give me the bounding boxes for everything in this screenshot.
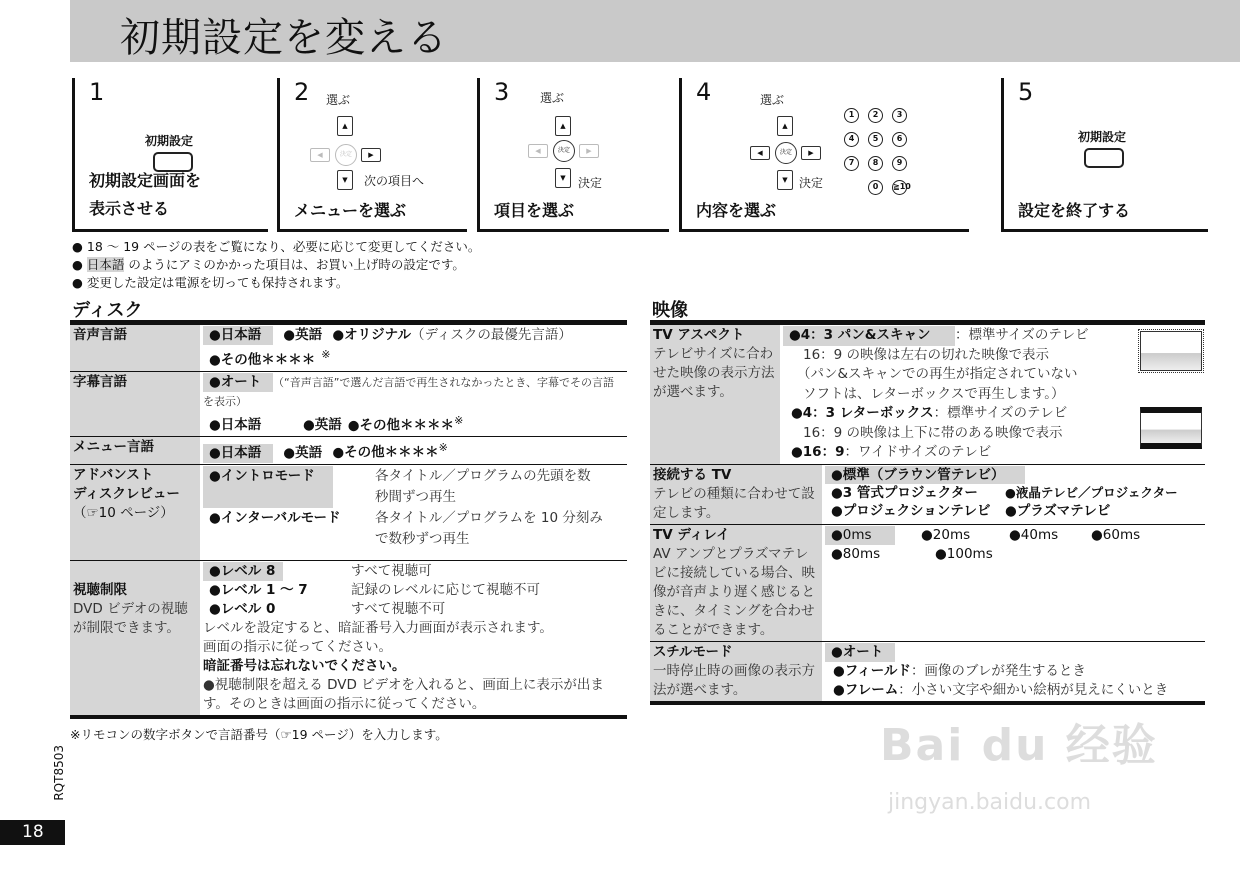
step-number: 1 (89, 78, 105, 106)
option: ●英語 (283, 444, 323, 461)
table-row (70, 323, 627, 372)
option: ●その他＊＊＊＊ (347, 417, 455, 433)
option: ●オリジナル (332, 327, 411, 343)
video-settings-table-2 (650, 465, 1205, 705)
warning-text: 暗証番号は忘れないでください。 (203, 657, 406, 674)
notes (72, 238, 480, 292)
setting-desc: AV アンプとプラズマテレビに接続している場合、映像が音声より遅く感じるときに、タイミングを合わせることができます。 (653, 545, 815, 638)
setting-name: メニュー言語 (73, 439, 154, 455)
setting-name: 視聴制限 (73, 581, 127, 598)
option-desc: ：標準サイズのテレビ (955, 327, 1089, 343)
up-arrow-key-icon: ▲ (555, 116, 571, 136)
watermark-url: jingyan.baidu.com (888, 790, 1092, 815)
number-key-icon: 6 (892, 132, 907, 147)
select-label: 選ぶ (326, 93, 351, 107)
down-arrow-key-icon: ▼ (777, 170, 793, 190)
video-section (650, 320, 1205, 705)
select-label: 選ぶ (760, 93, 785, 107)
step-number: 2 (294, 78, 310, 106)
video-heading: 映像 (652, 300, 688, 321)
option-desc: ソフトは、レターボックスで再生します。） (803, 385, 1065, 402)
disc-section (70, 320, 627, 743)
note: ● 日本語 のようにアミのかかった項目は、お買い上げ時の設定です。 (72, 257, 465, 272)
step-caption: 表示させる (89, 199, 170, 218)
confirm-label: 決定 (799, 176, 824, 190)
option-desc (375, 466, 624, 508)
table-row (650, 641, 1205, 703)
note: ● 変更した設定は電源を切っても保持されます。 (72, 275, 349, 290)
down-arrow-key-icon: ▼ (337, 170, 353, 190)
option-desc: 16：9 の映像は上下に帯のある映像で表示 (803, 424, 1063, 441)
page-number: 18 (0, 820, 65, 845)
table-row (70, 437, 627, 465)
option: ●インターバルモード (209, 509, 341, 526)
setting-desc: テレビサイズに合わせた映像の表示方法が選べます。 (653, 346, 775, 400)
watermark-logo: Bai du 经验 (880, 720, 1158, 771)
table-row (650, 323, 1205, 465)
confirm-label: 決定 (578, 176, 603, 190)
option-default: ●標準（ブラウン管テレビ） (825, 466, 1025, 484)
option: ●80ms (831, 545, 881, 562)
right-arrow-key-icon: ▶ (801, 146, 821, 160)
setup-button-icon (1084, 148, 1124, 168)
table-row (70, 560, 627, 717)
option-desc: ：小さい文字や細かい絵柄が見えにくいとき (898, 681, 1169, 698)
up-arrow-key-icon: ▲ (777, 116, 793, 136)
step-2 (277, 78, 467, 232)
setting-name: ディスクレビュー (73, 485, 180, 502)
disc-settings-table (70, 320, 627, 719)
right-arrow-key-icon: ▶ (579, 144, 599, 158)
option: ●その他＊＊＊＊ (332, 444, 439, 461)
option: ●プロジェクションテレビ (831, 502, 991, 519)
setting-name: アドバンスト (73, 466, 154, 483)
option-default: ●レベル 8 (203, 562, 283, 581)
option-desc: ：画像のブレが発生するとき (910, 662, 1086, 679)
option: ●4：3 レターボックス (791, 405, 934, 421)
setting-name: 接続する TV (653, 466, 732, 483)
ok-key-icon: 決定 (775, 142, 797, 164)
video-settings-table (650, 320, 1205, 465)
desc-line: 各タイトル／プログラムを 10 分刻み (375, 509, 603, 526)
step-number: 4 (696, 78, 712, 106)
setting-desc: 一時停止時の画像の表示方法が選べます。 (653, 662, 815, 698)
number-key-icon: 0 (868, 180, 883, 195)
page-ref: （☞10 ページ） (73, 504, 174, 521)
pan-scan-illustration (1140, 331, 1202, 371)
number-key-icon: 8 (868, 156, 883, 171)
letterbox-illustration (1140, 407, 1202, 449)
setting-desc: テレビの種類に合わせて設定します。 (653, 485, 815, 521)
option: ●40ms (1009, 526, 1059, 543)
info-text: 画面の指示に従ってください。 (203, 638, 392, 655)
step-1 (72, 78, 268, 232)
disc-heading: ディスク (72, 300, 143, 321)
number-key-icon: ≧10 (892, 180, 907, 195)
setting-name: 音声言語 (73, 327, 127, 343)
option: ●日本語 (209, 417, 262, 433)
footnote-mark: ※ (321, 348, 331, 361)
option-desc: ：標準サイズのテレビ (933, 405, 1068, 421)
note-text: のようにアミのかかった項目は、お買い上げ時の設定です。 (128, 257, 465, 272)
step-caption: 内容を選ぶ (696, 201, 777, 220)
table-row (70, 464, 627, 560)
footnote: ※リモコンの数字ボタンで言語番号（☞19 ページ）を入力します。 (70, 726, 448, 742)
step-caption: 設定を終了する (1018, 201, 1131, 220)
step-4 (679, 78, 969, 232)
default-sample: 日本語 (86, 257, 125, 272)
option-desc: ：ワイドサイズのテレビ (844, 444, 992, 460)
option-desc: （パン&スキャンでの再生が指定されていない (797, 366, 1078, 382)
step-caption: 項目を選ぶ (494, 201, 575, 220)
option: ●プラズマテレビ (1005, 502, 1111, 519)
option: ●60ms (1091, 526, 1141, 543)
step-number: 5 (1018, 78, 1034, 106)
option-default: ●オート (203, 373, 273, 392)
number-key-icon: 5 (868, 132, 883, 147)
setting-name: スチルモード (653, 643, 733, 660)
step-caption: メニューを選ぶ (294, 201, 407, 220)
number-key-icon: 1 (844, 108, 859, 123)
option: ●その他＊＊＊＊ (209, 351, 316, 368)
footnote-mark: ※ (438, 441, 448, 454)
desc-line: 各タイトル／プログラムの先頭を数 (375, 467, 591, 484)
step-caption: 初期設定画面を (89, 171, 202, 190)
option-desc: すべて視聴可 (351, 562, 432, 579)
option: ●レベル 1 ～ 7 (209, 581, 308, 598)
title-bar (70, 0, 1240, 62)
desc-line: 秒間ずつ再生 (375, 488, 456, 505)
left-arrow-key-icon: ◀ (310, 148, 330, 162)
option: ●100ms (935, 545, 993, 562)
setting-name: 字幕言語 (73, 373, 127, 390)
right-arrow-key-icon: ▶ (361, 148, 381, 162)
up-arrow-key-icon: ▲ (337, 116, 353, 136)
left-arrow-key-icon: ◀ (528, 144, 548, 158)
setting-name: TV アスペクト (653, 327, 745, 343)
option-desc: （“音声言語”で選んだ言語で再生されなかったとき、字幕でその言語を表示） (203, 375, 614, 408)
step-5 (1001, 78, 1208, 232)
table-row (70, 371, 627, 437)
model-code: RQT8503 (52, 745, 66, 801)
note: ● 18 ～ 19 ページの表をご覧になり、必要に応じて変更してください。 (72, 239, 481, 254)
info-text: レベルを設定すると、暗証番号入力画面が表示されます。 (203, 619, 553, 636)
setting-desc: DVD ビデオの視聴が制限できます。 (73, 600, 188, 636)
page-title: 初期設定を変える (120, 15, 448, 61)
number-key-icon: 3 (892, 108, 907, 123)
option-default: ●イントロモード (203, 466, 333, 508)
option: ●英語 (283, 327, 323, 343)
option-desc: 16：9 の映像は左右の切れた映像で表示 (803, 346, 1050, 363)
number-key-icon: 7 (844, 156, 859, 171)
step-number: 3 (494, 78, 510, 106)
option: ●16：9 (791, 444, 845, 460)
option-default: ●オート (825, 643, 895, 662)
option: ●フィールド (833, 662, 911, 679)
option-default: ●日本語 (203, 326, 273, 345)
desc-line: で数秒ずつ再生 (375, 530, 470, 547)
table-row (650, 524, 1205, 641)
next-item-label: 次の項目へ (364, 174, 425, 188)
option-default: ●0ms (825, 526, 895, 545)
step-3 (477, 78, 669, 232)
option-desc: 記録のレベルに応じて視聴不可 (351, 581, 540, 598)
table-row (650, 465, 1205, 525)
option: ●レベル 0 (209, 600, 276, 617)
option-default: ●日本語 (203, 444, 273, 463)
number-key-icon: 9 (892, 156, 907, 171)
ok-key-icon: 決定 (553, 140, 575, 162)
option-desc (375, 508, 624, 550)
footnote-mark: ※ (454, 413, 464, 427)
option-default: ●4：3 パン&スキャン (783, 326, 955, 346)
setting-name: TV ディレイ (653, 526, 730, 543)
ok-key-icon: 決定 (335, 144, 357, 166)
info-text: ●視聴制限を超える DVD ビデオを入れると、画面上に表示が出ます。そのときは画面の指示に従ってください。 (203, 676, 604, 712)
setup-button-label: 初期設定 (145, 134, 194, 148)
setup-button-label: 初期設定 (1078, 130, 1127, 144)
left-arrow-key-icon: ◀ (750, 146, 770, 160)
down-arrow-key-icon: ▼ (555, 168, 571, 188)
select-label: 選ぶ (540, 91, 565, 105)
number-key-icon: 2 (868, 108, 883, 123)
option: ●フレーム (833, 681, 899, 698)
option: ●20ms (921, 526, 971, 543)
option: ●英語 (303, 417, 342, 433)
option: ●液晶テレビ／プロジェクター (1005, 484, 1178, 500)
option-desc: すべて視聴不可 (351, 600, 446, 617)
option-desc: （ディスクの最優先言語） (410, 327, 572, 343)
option: ●3 管式プロジェクター (831, 484, 978, 501)
number-key-icon: 4 (844, 132, 859, 147)
